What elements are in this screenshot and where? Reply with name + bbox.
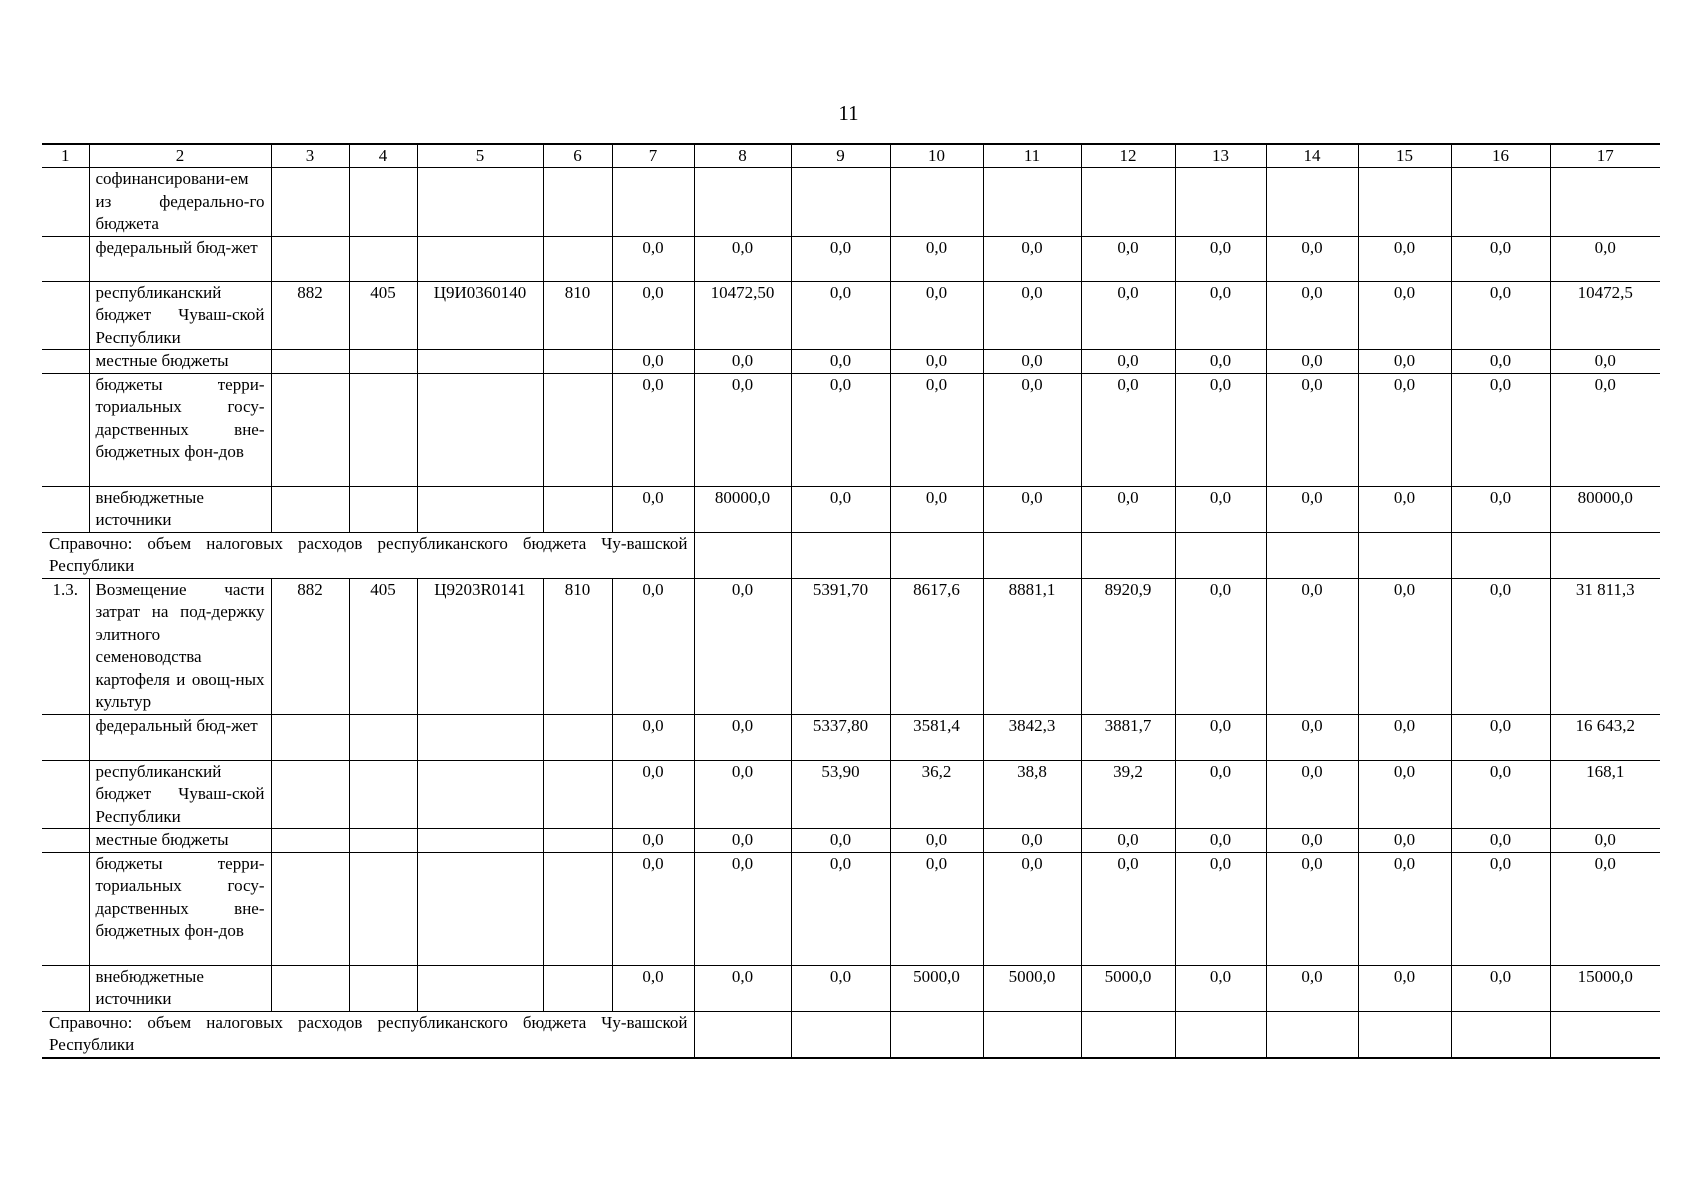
empty-cell — [1358, 532, 1451, 578]
value-cell: 0,0 — [1081, 829, 1175, 853]
empty-cell — [1266, 1011, 1358, 1058]
empty-cell — [1451, 1011, 1550, 1058]
value-cell: 0,0 — [1358, 760, 1451, 829]
value-cell: 5391,70 — [791, 578, 890, 714]
column-number-cell: 1 — [42, 144, 89, 168]
value-cell: 5000,0 — [890, 965, 983, 1011]
value-cell: 0,0 — [983, 236, 1081, 281]
value-cell — [1081, 168, 1175, 237]
value-cell — [271, 760, 349, 829]
table-row — [42, 760, 1660, 829]
empty-cell — [791, 532, 890, 578]
empty-cell — [1451, 532, 1550, 578]
value-cell: 0,0 — [1175, 486, 1266, 532]
value-cell: 53,90 — [791, 760, 890, 829]
value-cell: 0,0 — [612, 281, 694, 350]
column-number-cell: 13 — [1175, 144, 1266, 168]
value-cell — [349, 168, 417, 237]
value-cell: 0,0 — [1451, 236, 1550, 281]
value-cell: 0,0 — [1358, 281, 1451, 350]
table-row — [42, 965, 1660, 1011]
value-cell: 0,0 — [612, 486, 694, 532]
column-number-cell: 5 — [417, 144, 543, 168]
table-row — [42, 486, 1660, 532]
value-cell: 0,0 — [1175, 760, 1266, 829]
value-cell — [271, 373, 349, 486]
table-row — [42, 350, 1660, 374]
value-cell — [349, 236, 417, 281]
value-cell: 0,0 — [983, 486, 1081, 532]
empty-cell — [890, 1011, 983, 1058]
column-number-cell: 16 — [1451, 144, 1550, 168]
value-cell: 0,0 — [1451, 350, 1550, 374]
value-cell: 0,0 — [612, 965, 694, 1011]
value-cell — [543, 350, 612, 374]
item-name-cell: внебюджетные источники — [89, 965, 271, 1011]
value-cell — [417, 350, 543, 374]
value-cell: 3881,7 — [1081, 714, 1175, 760]
item-name-cell: бюджеты терри-ториальных госу-дарственных вне-бюджетных фон-дов — [89, 373, 271, 486]
table-row — [42, 829, 1660, 853]
item-number-cell — [42, 852, 89, 965]
value-cell: 0,0 — [1081, 373, 1175, 486]
item-number-cell — [42, 281, 89, 350]
empty-cell — [1550, 1011, 1660, 1058]
value-cell: 0,0 — [1358, 373, 1451, 486]
value-cell: 168,1 — [1550, 760, 1660, 829]
value-cell — [349, 714, 417, 760]
column-number-cell: 7 — [612, 144, 694, 168]
value-cell — [1175, 168, 1266, 237]
value-cell — [417, 829, 543, 853]
value-cell — [417, 852, 543, 965]
value-cell — [890, 168, 983, 237]
value-cell: 882 — [271, 281, 349, 350]
value-cell: 0,0 — [1175, 829, 1266, 853]
empty-cell — [1358, 1011, 1451, 1058]
value-cell: 0,0 — [1266, 829, 1358, 853]
value-cell: 0,0 — [612, 236, 694, 281]
value-cell — [349, 373, 417, 486]
value-cell: 0,0 — [791, 965, 890, 1011]
item-number-cell — [42, 236, 89, 281]
empty-cell — [1175, 1011, 1266, 1058]
table-row — [42, 373, 1660, 486]
value-cell: 0,0 — [1550, 852, 1660, 965]
value-cell: 0,0 — [1451, 578, 1550, 714]
reference-note-cell: Справочно: объем налоговых расходов республиканского бюджета Чу-вашской Республики — [42, 532, 694, 578]
value-cell: 405 — [349, 281, 417, 350]
value-cell: 3842,3 — [983, 714, 1081, 760]
value-cell: 0,0 — [791, 373, 890, 486]
value-cell: 0,0 — [890, 350, 983, 374]
value-cell — [349, 829, 417, 853]
item-number-cell — [42, 486, 89, 532]
value-cell: 0,0 — [1266, 852, 1358, 965]
value-cell — [543, 829, 612, 853]
budget-table-container — [42, 143, 1660, 1059]
value-cell — [271, 168, 349, 237]
value-cell: 0,0 — [1081, 350, 1175, 374]
value-cell: 0,0 — [694, 760, 791, 829]
item-name-cell: местные бюджеты — [89, 829, 271, 853]
value-cell — [349, 486, 417, 532]
table-row — [42, 578, 1660, 714]
table-row — [42, 168, 1660, 237]
value-cell: 0,0 — [1451, 486, 1550, 532]
value-cell: 0,0 — [1358, 965, 1451, 1011]
table-row — [42, 281, 1660, 350]
value-cell — [417, 714, 543, 760]
empty-cell — [694, 1011, 791, 1058]
value-cell — [543, 168, 612, 237]
value-cell — [694, 168, 791, 237]
value-cell: 0,0 — [1081, 852, 1175, 965]
item-name-cell: республиканский бюджет Чуваш-ской Республики — [89, 760, 271, 829]
value-cell: 0,0 — [1358, 714, 1451, 760]
value-cell: 0,0 — [1358, 578, 1451, 714]
empty-cell — [1081, 532, 1175, 578]
item-number-cell — [42, 373, 89, 486]
value-cell — [983, 168, 1081, 237]
value-cell: 0,0 — [612, 578, 694, 714]
value-cell: 0,0 — [791, 281, 890, 350]
empty-cell — [694, 532, 791, 578]
value-cell: 0,0 — [1266, 486, 1358, 532]
item-name-cell: федеральный бюд-жет — [89, 236, 271, 281]
value-cell: 0,0 — [983, 350, 1081, 374]
value-cell: 0,0 — [1451, 829, 1550, 853]
value-cell: 0,0 — [1175, 852, 1266, 965]
value-cell — [271, 486, 349, 532]
value-cell: 0,0 — [890, 852, 983, 965]
value-cell: 0,0 — [1175, 373, 1266, 486]
value-cell: 0,0 — [694, 714, 791, 760]
value-cell — [543, 486, 612, 532]
value-cell — [417, 965, 543, 1011]
table-row — [42, 236, 1660, 281]
value-cell — [543, 760, 612, 829]
value-cell: 3581,4 — [890, 714, 983, 760]
reference-note-row — [42, 1011, 1660, 1058]
value-cell: 8881,1 — [983, 578, 1081, 714]
reference-note-row — [42, 532, 1660, 578]
value-cell: 0,0 — [1358, 236, 1451, 281]
value-cell: 0,0 — [612, 760, 694, 829]
item-number-cell — [42, 714, 89, 760]
value-cell: 0,0 — [791, 852, 890, 965]
value-cell — [612, 168, 694, 237]
value-cell: 8920,9 — [1081, 578, 1175, 714]
value-cell — [417, 760, 543, 829]
empty-cell — [1266, 532, 1358, 578]
column-number-cell: 17 — [1550, 144, 1660, 168]
empty-cell — [1175, 532, 1266, 578]
value-cell: 0,0 — [890, 373, 983, 486]
value-cell: 810 — [543, 578, 612, 714]
item-name-cell: местные бюджеты — [89, 350, 271, 374]
value-cell: 0,0 — [694, 236, 791, 281]
column-number-row — [42, 144, 1660, 168]
value-cell: 0,0 — [1175, 965, 1266, 1011]
item-number-cell — [42, 350, 89, 374]
value-cell — [271, 350, 349, 374]
value-cell — [791, 168, 890, 237]
value-cell: 0,0 — [1175, 578, 1266, 714]
value-cell: 0,0 — [694, 350, 791, 374]
value-cell: 15000,0 — [1550, 965, 1660, 1011]
value-cell — [271, 829, 349, 853]
table-row — [42, 852, 1660, 965]
value-cell: 0,0 — [791, 350, 890, 374]
value-cell: Ц9И0360140 — [417, 281, 543, 350]
value-cell: 0,0 — [1451, 852, 1550, 965]
value-cell: 0,0 — [791, 236, 890, 281]
value-cell: 0,0 — [890, 829, 983, 853]
column-number-cell: 4 — [349, 144, 417, 168]
empty-cell — [1550, 532, 1660, 578]
item-name-cell: внебюджетные источники — [89, 486, 271, 532]
value-cell: 36,2 — [890, 760, 983, 829]
item-name-cell: бюджеты терри-ториальных госу-дарственных вне-бюджетных фон-дов — [89, 852, 271, 965]
value-cell: 0,0 — [1550, 829, 1660, 853]
value-cell: 0,0 — [612, 350, 694, 374]
value-cell: 0,0 — [694, 829, 791, 853]
value-cell — [349, 760, 417, 829]
value-cell: 5337,80 — [791, 714, 890, 760]
value-cell: 0,0 — [1175, 350, 1266, 374]
item-number-cell — [42, 168, 89, 237]
value-cell: 5000,0 — [983, 965, 1081, 1011]
empty-cell — [983, 532, 1081, 578]
value-cell — [417, 236, 543, 281]
value-cell: 0,0 — [1175, 281, 1266, 350]
value-cell: 10472,50 — [694, 281, 791, 350]
value-cell: 0,0 — [1358, 852, 1451, 965]
reference-note-cell: Справочно: объем налоговых расходов республиканского бюджета Чу-вашской Республики — [42, 1011, 694, 1058]
value-cell: 882 — [271, 578, 349, 714]
item-number-cell — [42, 965, 89, 1011]
value-cell: 0,0 — [983, 373, 1081, 486]
item-name-cell: республиканский бюджет Чуваш-ской Республики — [89, 281, 271, 350]
value-cell: 39,2 — [1081, 760, 1175, 829]
value-cell: 0,0 — [694, 578, 791, 714]
value-cell: 0,0 — [612, 373, 694, 486]
value-cell — [417, 486, 543, 532]
value-cell — [271, 236, 349, 281]
value-cell: 0,0 — [1266, 965, 1358, 1011]
value-cell: 0,0 — [1266, 714, 1358, 760]
value-cell: 0,0 — [1358, 486, 1451, 532]
value-cell: 38,8 — [983, 760, 1081, 829]
empty-cell — [983, 1011, 1081, 1058]
value-cell: 0,0 — [1550, 350, 1660, 374]
table-row — [42, 714, 1660, 760]
value-cell: 0,0 — [1266, 578, 1358, 714]
value-cell: 80000,0 — [1550, 486, 1660, 532]
value-cell: 16 643,2 — [1550, 714, 1660, 760]
empty-cell — [1081, 1011, 1175, 1058]
value-cell: 8617,6 — [890, 578, 983, 714]
value-cell: 0,0 — [1266, 281, 1358, 350]
value-cell: 0,0 — [1451, 760, 1550, 829]
value-cell: 0,0 — [1451, 965, 1550, 1011]
value-cell: 0,0 — [612, 714, 694, 760]
item-number-cell: 1.3. — [42, 578, 89, 714]
value-cell: 0,0 — [983, 281, 1081, 350]
value-cell: 0,0 — [694, 965, 791, 1011]
value-cell — [271, 965, 349, 1011]
value-cell — [271, 714, 349, 760]
empty-cell — [791, 1011, 890, 1058]
value-cell: 31 811,3 — [1550, 578, 1660, 714]
value-cell — [543, 373, 612, 486]
column-number-cell: 10 — [890, 144, 983, 168]
value-cell: 0,0 — [1266, 236, 1358, 281]
column-number-cell: 15 — [1358, 144, 1451, 168]
page-number: 11 — [838, 101, 859, 125]
value-cell — [543, 236, 612, 281]
value-cell: 5000,0 — [1081, 965, 1175, 1011]
value-cell: 10472,5 — [1550, 281, 1660, 350]
value-cell: 0,0 — [1451, 281, 1550, 350]
value-cell: 0,0 — [890, 486, 983, 532]
item-name-cell: Возмещение части затрат на под-держку элитного семеноводства картофеля и овощ-ных культур — [89, 578, 271, 714]
value-cell: 0,0 — [1081, 486, 1175, 532]
value-cell — [417, 373, 543, 486]
value-cell: 0,0 — [890, 281, 983, 350]
value-cell: 0,0 — [1358, 829, 1451, 853]
value-cell: 0,0 — [1451, 714, 1550, 760]
value-cell — [543, 714, 612, 760]
budget-table — [42, 143, 1660, 1059]
value-cell — [349, 852, 417, 965]
value-cell — [543, 852, 612, 965]
value-cell: 0,0 — [983, 852, 1081, 965]
value-cell: 0,0 — [1266, 373, 1358, 486]
value-cell — [1550, 168, 1660, 237]
column-number-cell: 3 — [271, 144, 349, 168]
value-cell: 80000,0 — [694, 486, 791, 532]
column-number-cell: 6 — [543, 144, 612, 168]
value-cell: 0,0 — [1175, 236, 1266, 281]
value-cell — [1451, 168, 1550, 237]
column-number-cell: 11 — [983, 144, 1081, 168]
column-number-cell: 14 — [1266, 144, 1358, 168]
item-name-cell: софинансировани-ем из федерально-го бюджета — [89, 168, 271, 237]
value-cell: 0,0 — [1081, 281, 1175, 350]
value-cell — [271, 852, 349, 965]
item-number-cell — [42, 760, 89, 829]
value-cell — [349, 350, 417, 374]
value-cell — [543, 965, 612, 1011]
value-cell: 0,0 — [791, 829, 890, 853]
value-cell: 0,0 — [612, 852, 694, 965]
value-cell: 0,0 — [983, 829, 1081, 853]
value-cell: 0,0 — [1550, 236, 1660, 281]
value-cell: 0,0 — [1358, 350, 1451, 374]
value-cell — [1266, 168, 1358, 237]
value-cell: 0,0 — [694, 373, 791, 486]
empty-cell — [890, 532, 983, 578]
value-cell: Ц9203R0141 — [417, 578, 543, 714]
column-number-cell: 2 — [89, 144, 271, 168]
value-cell — [417, 168, 543, 237]
column-number-cell: 8 — [694, 144, 791, 168]
value-cell: 810 — [543, 281, 612, 350]
item-name-cell: федеральный бюд-жет — [89, 714, 271, 760]
value-cell: 0,0 — [1266, 350, 1358, 374]
value-cell: 0,0 — [890, 236, 983, 281]
value-cell: 405 — [349, 578, 417, 714]
column-number-cell: 9 — [791, 144, 890, 168]
value-cell — [1358, 168, 1451, 237]
value-cell: 0,0 — [694, 852, 791, 965]
value-cell: 0,0 — [791, 486, 890, 532]
value-cell: 0,0 — [1550, 373, 1660, 486]
value-cell: 0,0 — [1266, 760, 1358, 829]
value-cell: 0,0 — [1175, 714, 1266, 760]
item-number-cell — [42, 829, 89, 853]
value-cell: 0,0 — [1081, 236, 1175, 281]
value-cell: 0,0 — [1451, 373, 1550, 486]
value-cell — [349, 965, 417, 1011]
column-number-cell: 12 — [1081, 144, 1175, 168]
value-cell: 0,0 — [612, 829, 694, 853]
